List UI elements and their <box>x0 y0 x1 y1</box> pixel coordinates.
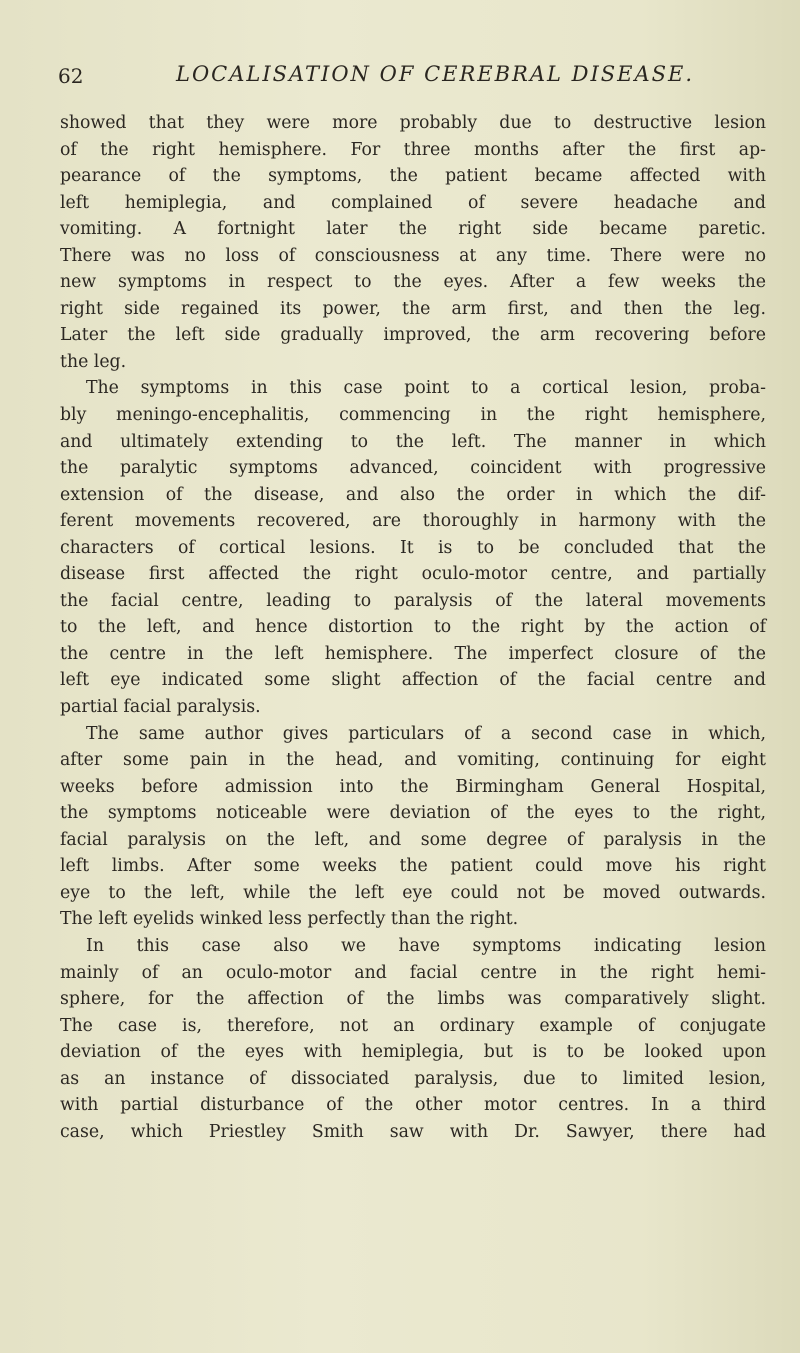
text-line: to the left, and hence distortion to the right by the action of <box>60 617 766 638</box>
running-title: LOCALISATION OF CEREBRAL DISEASE. <box>176 62 695 86</box>
text-line: In this case also we have symptoms indicating lesion <box>86 935 766 956</box>
text-line: left limbs. After some weeks the patient could move his right <box>60 856 766 877</box>
text-line: left hemiplegia, and complained of severe headache and <box>60 192 766 213</box>
text-line: The left eyelids winked less perfectly than the right. <box>60 909 519 930</box>
text-line: The symptoms in this case point to a cortical lesion, proba- <box>86 378 766 399</box>
text-line: new symptoms in respect to the eyes. After a few weeks the <box>60 272 766 293</box>
text-line: disease first affected the right oculo-motor centre, and partially <box>60 564 766 585</box>
text-line: and ultimately extending to the left. The manner in which <box>60 431 766 452</box>
text-line: extension of the disease, and also the order in which the dif- <box>60 484 766 505</box>
text-line: weeks before admission into the Birmingham General Hospital, <box>60 776 766 797</box>
text-line: of the right hemisphere. For three months after the first ap- <box>60 139 766 160</box>
text-line: The case is, therefore, not an ordinary example of conjugate <box>60 1015 766 1036</box>
text-line: showed that they were more probably due to destructive lesion <box>60 113 766 133</box>
page-number: 62 <box>58 64 84 88</box>
text-line: characters of cortical lesions. It is to be concluded that the <box>60 537 766 558</box>
text-line: case, which Priestley Smith saw with Dr. Sawyer, there had <box>60 1121 766 1142</box>
text-line: the paralytic symptoms advanced, coincident with progressive <box>60 458 766 479</box>
text-line: bly meningo-encephalitis, commencing in the right hemisphere, <box>60 405 766 426</box>
text-line: facial paralysis on the left, and some degree of paralysis in the <box>60 829 766 850</box>
text-line: mainly of an oculo-motor and facial centre in the right hemi- <box>60 962 766 983</box>
text-line: eye to the left, while the left eye could not be moved outwards. <box>60 882 766 903</box>
text-line: There was no loss of consciousness at any time. There were no <box>60 245 766 266</box>
text-line: Later the left side gradually improved, the arm recovering before <box>60 325 766 346</box>
text-line: the centre in the left hemisphere. The imperfect closure of the <box>60 643 766 664</box>
text-line: deviation of the eyes with hemiplegia, but is to be looked upon <box>60 1042 766 1063</box>
text-line: as an instance of dissociated paralysis, due to limited lesion, <box>60 1068 766 1089</box>
text-line: vomiting. A fortnight later the right side became paretic. <box>60 219 766 240</box>
text-line: after some pain in the head, and vomiting, continuing for eight <box>60 750 766 771</box>
text-line: the facial centre, leading to paralysis of the lateral movements <box>60 590 766 611</box>
text-line: the leg. <box>60 351 127 372</box>
text-line: with partial disturbance of the other motor centres. In a third <box>60 1095 766 1116</box>
body-text <box>60 110 766 1145</box>
text-line: sphere, for the affection of the limbs was comparatively slight. <box>60 989 766 1010</box>
running-head <box>58 62 758 92</box>
text-line: the symptoms noticeable were deviation of the eyes to the right, <box>60 803 766 824</box>
text-line: pearance of the symptoms, the patient became affected with <box>60 166 766 187</box>
text-line: ferent movements recovered, are thoroughly in harmony with the <box>60 511 766 532</box>
text-line: partial facial paralysis. <box>60 697 261 718</box>
text-line: right side regained its power, the arm first, and then the leg. <box>60 298 766 319</box>
text-line: The same author gives particulars of a second case in which, <box>86 723 766 744</box>
text-line: left eye indicated some slight affection of the facial centre and <box>60 670 766 691</box>
